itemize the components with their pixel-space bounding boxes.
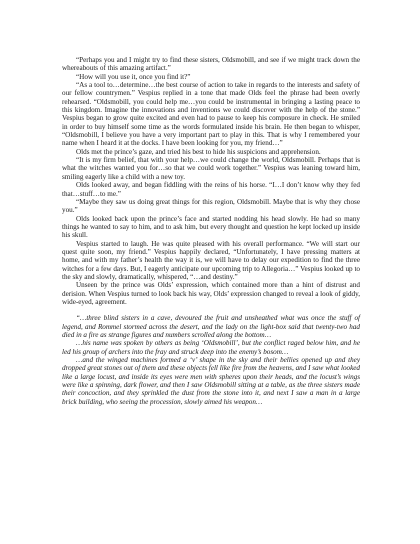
paragraph: Olds looked away, and began fiddling with the reins of his horse. “I…I don’t know why they fed that…stuff…to me.” xyxy=(62,181,360,198)
paragraph: “It is my firm belief, that with your help…we could change the world, Oldsmobill. Perhaps that is what the witches wanted you for…so that we could work together.” Vespius was leaning toward him, smiling eagerly like a child with a new toy. xyxy=(62,156,360,181)
paragraph: “Maybe they saw us doing great things for this region, Oldsmobill. Maybe that is why they chose you.” xyxy=(62,197,360,215)
italic-vision-paragraph: …and the winged machines formed a ‘v’ shape in the sky and their bellies opened up and they dropped great stones out of them and these objects fell like fire from the heavens, and I saw what looked like a large locust, and inside its eyes were men with spheres upon their heads, and the locust’s wings were like a spinning, dark flower, and then I saw Oldsmobill sitting at a table, as the three sisters made their concoction, and they sprinkled the dust from the stone into it, and next I saw a man in a large brick building, who seeing the procession, slowly aimed his weapon… xyxy=(62,356,360,406)
paragraph: “How will you use it, once you find it?” xyxy=(76,72,191,81)
document-page xyxy=(62,56,360,406)
paragraph: Olds met the prince’s gaze, and tried his best to hide his suspicions and apprehension. xyxy=(76,147,321,156)
paragraph: Vespius started to laugh. He was quite pleased with his overall performance. “We will start our quest quite soon, my friend.” Vespius happily declared, “Unfortunately, I have pressing matters at home, and with my father’s health the way it is, we will have to delay our expedition to find the three witches for a few days. But, I eagerly anticipate our upcoming trip to Allegoria…” Vespius looked up to the sky and slowly, dramatically, whispered, “…and destiny.” xyxy=(62,239,360,281)
paragraph: “As a tool to…determine…the best course of action to take in regards to the interests and safety of our fellow countrymen.” Vespius replied in a tone that made Olds feel the phrase had been overly rehearsed. “Oldsmobill, you could help me…you could be instrumental in bringing a lasting peace to this kingdom. Imagine the innovations and inventions we could discover with the help of the stone.” Vespius began to grow quite excited and even had to pause to keep his composure in check. He smiled in order to buy himself some time as the words formulated inside his brain. He then began to whisper, “Oldsmobill, I believe you have a very important part to play in this. That is why I remembered your name when I heard it at the docks. I have been looking for you, my friend…” xyxy=(62,81,360,148)
italic-vision-paragraph: “…three blind sisters in a cave, devoured the fruit and unsheathed what was once the stuff of legend, and Rommel stormed across the desert, and the lady on the light-box said that twenty-two had died in a fire as strange figures and numbers scrolled along the bottom… xyxy=(62,314,360,339)
paragraph: “Perhaps you and I might try to find these sisters, Oldsmobill, and see if we might track down the whereabouts of this amazing artifact.” xyxy=(62,56,360,73)
paragraph: Olds looked back upon the prince’s face and started nodding his head slowly. He had so many things he wanted to say to him, and to ask him, but every thought and question he kept locked up inside his skull. xyxy=(62,214,360,240)
section-break xyxy=(62,306,360,314)
italic-vision-paragraph: …his name was spoken by others as being ‘Oldsmobill’, but the conflict raged below him, and he led his group of archers into the fray and struck deep into the enemy’s bosom… xyxy=(62,339,360,356)
paragraph: Unseen by the prince was Olds’ expression, which contained more than a hint of distrust and derision. When Vespius turned to look back his way, Olds’ expression changed to reveal a look of giddy, wide-eyed, agreement. xyxy=(62,281,360,306)
